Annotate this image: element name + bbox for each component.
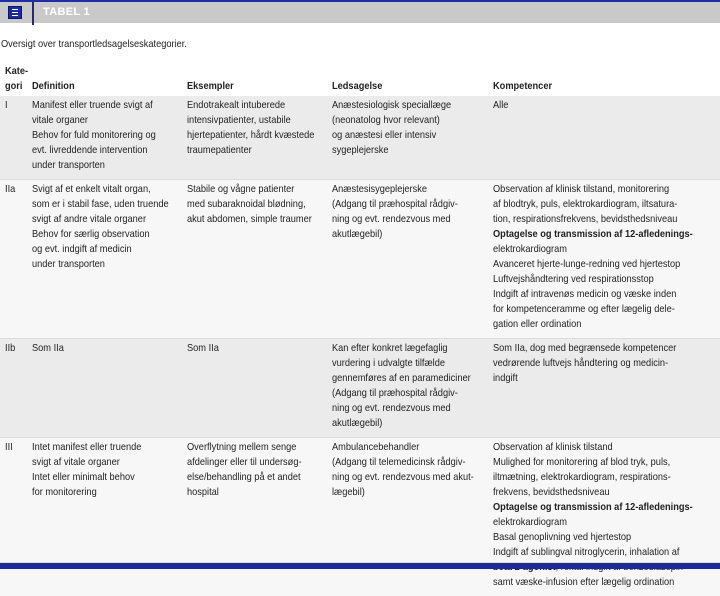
cell-line: vedrørende luftvejs håndtering og medicin- <box>493 356 693 371</box>
cell-line: Manifest eller truende svigt af <box>32 98 169 113</box>
cell-line: lægebil) <box>332 485 474 500</box>
cell-line: akut abdomen, simple traumer <box>187 212 314 227</box>
cell-ledsagelse <box>332 339 493 438</box>
category-code: IIa <box>5 182 28 197</box>
transport-categories-table <box>0 64 720 596</box>
cell-line: Observation af klinisk tilstand <box>493 440 693 455</box>
cell-definition <box>32 438 188 596</box>
cell-ledsagelse <box>332 438 493 596</box>
cell-line: ning og evt. rendezvous med <box>332 401 474 416</box>
table-row <box>0 339 720 438</box>
cell-kompetencer <box>493 438 720 596</box>
cell-line: (Adgang til præhospital rådgiv- <box>332 386 474 401</box>
cell-line: hjertepatienter, hårdt kvæstede <box>187 128 314 143</box>
cell-line: Optagelse og transmission af 12-afledenings- <box>493 500 693 515</box>
cell-line: og anæstesi eller intensiv <box>332 128 474 143</box>
cell-line: akutlægebil) <box>332 416 474 431</box>
category-code: IIb <box>5 341 28 356</box>
cell-line: Anæstesisygeplejerske <box>332 182 474 197</box>
table-row <box>0 96 720 180</box>
cell-line: svigt af andre vitale organer <box>32 212 169 227</box>
cell-line: Luftvejshåndtering ved respirationsstop <box>493 272 693 287</box>
cell-line: tion, respirationsfrekvens, bevidsthedsniveau <box>493 212 693 227</box>
cell-line: under transporten <box>32 257 169 272</box>
cell-line: Overflytning mellem senge <box>187 440 314 455</box>
cell-line: svigt af vitale organer <box>32 455 169 470</box>
cell-line: elektrokardiogram <box>493 242 693 257</box>
cell-line: Alle <box>493 98 693 113</box>
table-caption: Oversigt over transportledsagelseskategorier. <box>1 38 187 50</box>
cell-line: Optagelse og transmission af 12-afledenings- <box>493 227 693 242</box>
cell-line: iltmætning, elektrokardiogram, respirations- <box>493 470 693 485</box>
cell-line: Behov for fuld monitorering og <box>32 128 169 143</box>
cell-kategori <box>0 180 32 339</box>
cell-line: else/behandling på et andet <box>187 470 314 485</box>
cell-line: Behov for særlig observation <box>32 227 169 242</box>
header-divider <box>32 2 34 25</box>
cell-line: for monitorering <box>32 485 169 500</box>
cell-line: ning og evt. rendezvous med akut- <box>332 470 474 485</box>
table-row <box>0 438 720 596</box>
cell-kompetencer <box>493 180 720 339</box>
cell-line: af blodtryk, puls, elektrokardiogram, iltsatura- <box>493 197 693 212</box>
document-icon <box>8 6 22 19</box>
cell-line: Anæstesiologisk speciallæge <box>332 98 474 113</box>
cell-line: Basal genoplivning ved hjertestop <box>493 530 693 545</box>
cell-line: samt væske-infusion efter lægelig ordination <box>493 575 693 590</box>
cell-eksempler <box>187 339 332 438</box>
table-label: TABEL 1 <box>43 6 90 18</box>
cell-line: og evt. indgift af medicin <box>32 242 169 257</box>
cell-line: under transporten <box>32 158 169 173</box>
cell-line: Svigt af et enkelt vitalt organ, <box>32 182 169 197</box>
cell-line: Ambulancebehandler <box>332 440 474 455</box>
column-header-eksempler: Eksempler <box>187 64 332 96</box>
cell-line: (neonatolog hvor relevant) <box>332 113 474 128</box>
cell-line: gennemføres af en paramediciner <box>332 371 474 386</box>
column-header-ledsagelse: Ledsagelse <box>332 64 493 96</box>
cell-line: (Adgang til præhospital rådgiv- <box>332 197 474 212</box>
cell-line: Observation af klinisk tilstand, monitorering <box>493 182 693 197</box>
cell-line: ning og evt. rendezvous med <box>332 212 474 227</box>
cell-line: Indgift af sublingval nitroglycerin, inhalation af <box>493 545 693 560</box>
cell-definition <box>32 180 188 339</box>
table-header-row <box>0 64 720 96</box>
cell-line: akutlægebil) <box>332 227 474 242</box>
cell-line: vurdering i udvalgte tilfælde <box>332 356 474 371</box>
cell-line: gation eller ordination <box>493 317 693 332</box>
cell-eksempler <box>187 180 332 339</box>
cell-line: Endotrakealt intuberede <box>187 98 314 113</box>
cell-line: vitale organer <box>32 113 169 128</box>
cell-line: frekvens, bevidsthedsniveau <box>493 485 693 500</box>
cell-line: sygeplejerske <box>332 143 474 158</box>
cell-eksempler <box>187 96 332 180</box>
category-code: I <box>5 98 28 113</box>
cell-line: Mulighed for monitorering af blod tryk, puls, <box>493 455 693 470</box>
cell-kompetencer <box>493 96 720 180</box>
cell-line: Intet eller minimalt behov <box>32 470 169 485</box>
cell-line: Intet manifest eller truende <box>32 440 169 455</box>
cell-definition <box>32 339 188 438</box>
cell-kategori <box>0 96 32 180</box>
cell-line: afdelinger eller til undersøg- <box>187 455 314 470</box>
cell-line: for kompetenceramme og efter lægelig dele- <box>493 302 693 317</box>
cell-line: Indgift af intravenøs medicin og væske inden <box>493 287 693 302</box>
cell-ledsagelse <box>332 180 493 339</box>
cell-line: intensivpatienter, ustabile <box>187 113 314 128</box>
cell-line: Som IIa <box>187 341 314 356</box>
cell-kategori <box>0 339 32 438</box>
cell-line: Som IIa, dog med begrænsede kompetencer <box>493 341 693 356</box>
cell-line: Kan efter konkret lægefaglig <box>332 341 474 356</box>
column-header-kategori: Kate- gori <box>0 64 32 96</box>
cell-line: Som IIa <box>32 341 169 356</box>
category-code: III <box>5 440 28 455</box>
cell-ledsagelse <box>332 96 493 180</box>
column-header-definition: Definition <box>32 64 188 96</box>
cell-line: som er i stabil fase, uden truende <box>32 197 169 212</box>
table-row <box>0 180 720 339</box>
cell-definition <box>32 96 188 180</box>
cell-kategori <box>0 438 32 596</box>
cell-line: med subaraknoidal blødning, <box>187 197 314 212</box>
cell-line: (Adgang til telemedicinsk rådgiv- <box>332 455 474 470</box>
cell-line: hospital <box>187 485 314 500</box>
cell-eksempler <box>187 438 332 596</box>
cell-line: indgift <box>493 371 693 386</box>
cell-kompetencer <box>493 339 720 438</box>
cell-line: Avanceret hjerte-lunge-redning ved hjertestop <box>493 257 693 272</box>
cell-line: elektrokardiogram <box>493 515 693 530</box>
cell-line: evt. livreddende intervention <box>32 143 169 158</box>
column-header-kompetencer: Kompetencer <box>493 64 720 96</box>
cell-line: traumepatienter <box>187 143 314 158</box>
cell-line: Stabile og vågne patienter <box>187 182 314 197</box>
table-header-bar <box>0 0 720 23</box>
